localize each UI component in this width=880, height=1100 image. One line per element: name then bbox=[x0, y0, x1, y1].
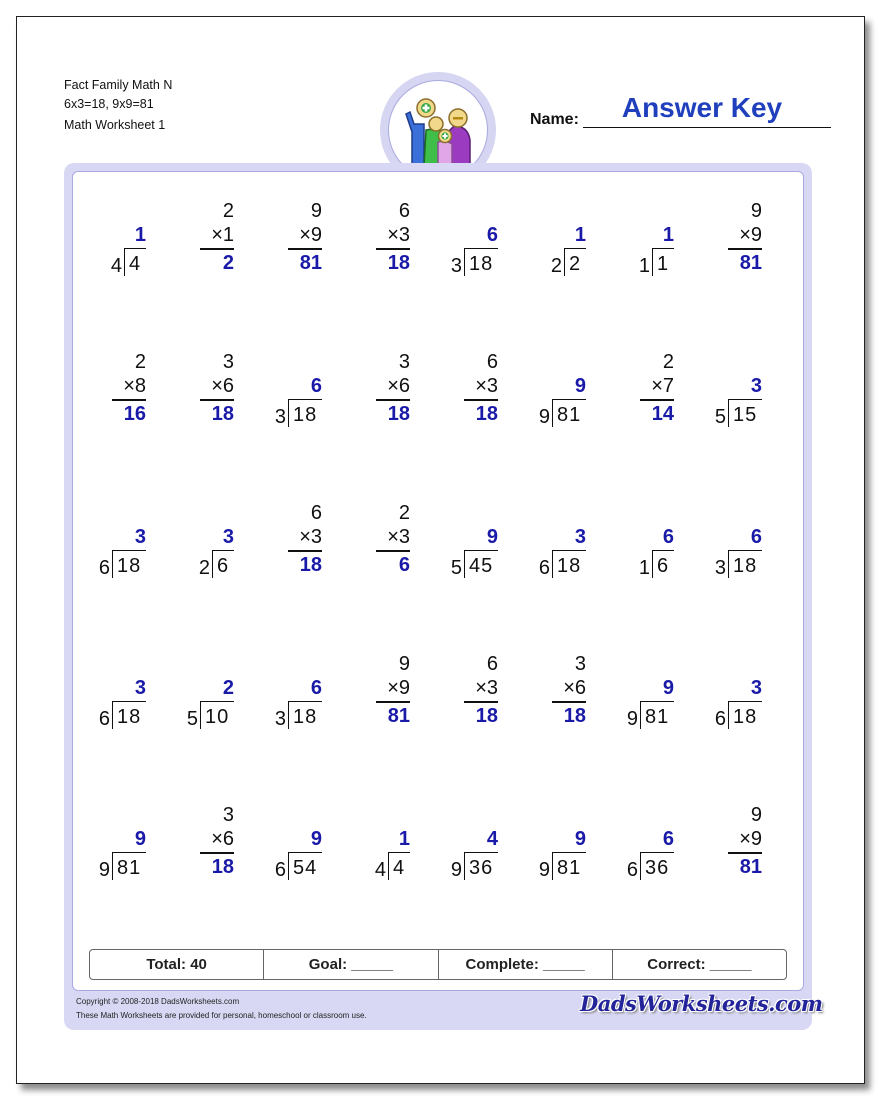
dadsworksheets-logo: DadsWorksheets.com bbox=[580, 991, 823, 1016]
quotient-answer: 1 bbox=[662, 224, 674, 246]
divisor: 3 bbox=[274, 406, 286, 428]
answer-rule bbox=[464, 701, 498, 703]
division-problem bbox=[88, 201, 170, 281]
factor-bottom: ×7 bbox=[651, 375, 674, 397]
score-goal: Goal: _____ bbox=[264, 950, 438, 979]
dividend: 36 bbox=[469, 857, 494, 879]
division-bracket bbox=[640, 701, 674, 729]
factor-bottom: ×3 bbox=[299, 526, 322, 548]
dividend: 45 bbox=[469, 555, 494, 577]
product-answer: 18 bbox=[475, 403, 498, 425]
division-bracket bbox=[564, 248, 586, 276]
answer-rule bbox=[200, 399, 234, 401]
score-correct: Correct: _____ bbox=[647, 956, 752, 973]
multiplication-problem bbox=[704, 201, 786, 281]
dividend: 81 bbox=[645, 706, 670, 728]
division-bracket bbox=[728, 550, 762, 578]
factor-top: 2 bbox=[398, 502, 410, 524]
dividend: 18 bbox=[469, 253, 494, 275]
division-bracket bbox=[124, 248, 146, 276]
factor-bottom: ×9 bbox=[739, 828, 762, 850]
multiplication-problem bbox=[528, 654, 610, 734]
quotient-answer: 3 bbox=[134, 526, 146, 548]
factor-bottom: ×3 bbox=[387, 224, 410, 246]
division-problem bbox=[88, 805, 170, 885]
factor-top: 6 bbox=[310, 502, 322, 524]
dividend: 81 bbox=[117, 857, 142, 879]
quotient-answer: 4 bbox=[486, 828, 498, 850]
multiplication-problem bbox=[264, 201, 346, 281]
multiplication-problem bbox=[176, 352, 258, 432]
product-answer: 18 bbox=[563, 705, 586, 727]
dividend: 18 bbox=[733, 706, 758, 728]
dividend: 4 bbox=[129, 253, 142, 275]
product-answer: 14 bbox=[651, 403, 674, 425]
dividend: 10 bbox=[205, 706, 230, 728]
divisor: 6 bbox=[98, 557, 110, 579]
divisor: 2 bbox=[550, 255, 562, 277]
answer-rule bbox=[464, 399, 498, 401]
worksheet-title: Fact Family Math N bbox=[64, 78, 173, 92]
division-problem bbox=[440, 201, 522, 281]
division-problem bbox=[704, 503, 786, 583]
division-bracket bbox=[288, 852, 322, 880]
division-problem bbox=[352, 805, 434, 885]
division-bracket bbox=[552, 399, 586, 427]
answer-rule bbox=[640, 399, 674, 401]
dividend: 6 bbox=[217, 555, 230, 577]
dividend: 18 bbox=[117, 555, 142, 577]
division-problem bbox=[528, 503, 610, 583]
worksheet-subtitle: Math Worksheet 1 bbox=[64, 118, 166, 132]
product-answer: 18 bbox=[475, 705, 498, 727]
factor-bottom: ×1 bbox=[211, 224, 234, 246]
division-problem bbox=[176, 503, 258, 583]
quotient-answer: 3 bbox=[134, 677, 146, 699]
answer-rule bbox=[376, 701, 410, 703]
product-answer: 18 bbox=[387, 403, 410, 425]
quotient-answer: 3 bbox=[750, 677, 762, 699]
division-bracket bbox=[112, 852, 146, 880]
quotient-answer: 6 bbox=[662, 828, 674, 850]
factor-bottom: ×3 bbox=[475, 375, 498, 397]
product-answer: 81 bbox=[739, 856, 762, 878]
answer-rule bbox=[200, 248, 234, 250]
division-bracket bbox=[552, 550, 586, 578]
divisor: 9 bbox=[98, 859, 110, 881]
product-answer: 81 bbox=[387, 705, 410, 727]
quotient-answer: 3 bbox=[574, 526, 586, 548]
quotient-answer: 6 bbox=[310, 375, 322, 397]
answer-rule bbox=[112, 399, 146, 401]
product-answer: 81 bbox=[739, 252, 762, 274]
division-bracket bbox=[288, 399, 322, 427]
score-complete: Complete: _____ bbox=[439, 950, 613, 979]
multiplication-problem bbox=[352, 654, 434, 734]
divisor: 2 bbox=[198, 557, 210, 579]
divisor: 5 bbox=[450, 557, 462, 579]
name-label: Name: bbox=[530, 111, 579, 128]
score-total: Total: 40 bbox=[90, 950, 264, 979]
division-bracket bbox=[652, 550, 674, 578]
answer-rule bbox=[728, 248, 762, 250]
dividend: 4 bbox=[393, 857, 406, 879]
multiplication-problem bbox=[352, 503, 434, 583]
factor-bottom: ×6 bbox=[211, 375, 234, 397]
factor-top: 2 bbox=[662, 351, 674, 373]
division-problem bbox=[528, 805, 610, 885]
division-problem bbox=[528, 352, 610, 432]
divisor: 1 bbox=[638, 255, 650, 277]
multiplication-problem bbox=[704, 805, 786, 885]
division-problem bbox=[176, 654, 258, 734]
quotient-answer: 1 bbox=[134, 224, 146, 246]
division-bracket bbox=[464, 550, 498, 578]
division-bracket bbox=[212, 550, 234, 578]
copyright-text: Copyright © 2008-2018 DadsWorksheets.com bbox=[76, 997, 240, 1006]
division-problem bbox=[616, 201, 698, 281]
factor-top: 6 bbox=[486, 351, 498, 373]
product-answer: 16 bbox=[123, 403, 146, 425]
quotient-answer: 2 bbox=[222, 677, 234, 699]
division-problem bbox=[264, 805, 346, 885]
divisor: 3 bbox=[450, 255, 462, 277]
product-answer: 18 bbox=[299, 554, 322, 576]
division-bracket bbox=[388, 852, 410, 880]
multiplication-problem bbox=[88, 352, 170, 432]
division-problem bbox=[264, 352, 346, 432]
division-bracket bbox=[640, 852, 674, 880]
factor-top: 3 bbox=[222, 351, 234, 373]
answer-rule bbox=[288, 550, 322, 552]
product-answer: 18 bbox=[387, 252, 410, 274]
factor-top: 3 bbox=[574, 653, 586, 675]
divisor: 9 bbox=[538, 406, 550, 428]
division-bracket bbox=[728, 701, 762, 729]
division-problem bbox=[440, 503, 522, 583]
quotient-answer: 3 bbox=[222, 526, 234, 548]
answer-rule bbox=[376, 248, 410, 250]
division-bracket bbox=[464, 248, 498, 276]
dividend: 18 bbox=[733, 555, 758, 577]
division-problem bbox=[704, 654, 786, 734]
multiplication-problem bbox=[176, 201, 258, 281]
quotient-answer: 3 bbox=[750, 375, 762, 397]
quotient-answer: 1 bbox=[398, 828, 410, 850]
answer-key-title: Answer Key bbox=[621, 92, 783, 123]
factor-top: 3 bbox=[222, 804, 234, 826]
divisor: 5 bbox=[186, 708, 198, 730]
dividend: 81 bbox=[557, 404, 582, 426]
dividend: 2 bbox=[569, 253, 582, 275]
quotient-answer: 9 bbox=[310, 828, 322, 850]
factor-top: 9 bbox=[750, 200, 762, 222]
divisor: 6 bbox=[274, 859, 286, 881]
divisor: 3 bbox=[274, 708, 286, 730]
factor-top: 3 bbox=[398, 351, 410, 373]
divisor: 9 bbox=[626, 708, 638, 730]
division-problem bbox=[616, 805, 698, 885]
quotient-answer: 9 bbox=[574, 828, 586, 850]
multiplication-problem bbox=[176, 805, 258, 885]
answer-rule bbox=[728, 852, 762, 854]
quotient-answer: 6 bbox=[750, 526, 762, 548]
divisor: 9 bbox=[450, 859, 462, 881]
factor-bottom: ×6 bbox=[387, 375, 410, 397]
factor-bottom: ×6 bbox=[563, 677, 586, 699]
divisor: 1 bbox=[638, 557, 650, 579]
factor-bottom: ×3 bbox=[475, 677, 498, 699]
divisor: 3 bbox=[714, 557, 726, 579]
divisor: 6 bbox=[98, 708, 110, 730]
dividend: 18 bbox=[557, 555, 582, 577]
quotient-answer: 9 bbox=[134, 828, 146, 850]
answer-rule bbox=[288, 248, 322, 250]
multiplication-problem bbox=[352, 201, 434, 281]
factor-bottom: ×3 bbox=[387, 526, 410, 548]
division-bracket bbox=[728, 399, 762, 427]
quotient-answer: 6 bbox=[486, 224, 498, 246]
division-bracket bbox=[200, 701, 234, 729]
product-answer: 18 bbox=[211, 856, 234, 878]
division-bracket bbox=[112, 701, 146, 729]
answer-rule bbox=[376, 399, 410, 401]
multiplication-problem bbox=[440, 352, 522, 432]
dividend: 15 bbox=[733, 404, 758, 426]
dividend: 54 bbox=[293, 857, 318, 879]
worksheet-facts: 6x3=18, 9x9=81 bbox=[64, 97, 154, 111]
factor-top: 2 bbox=[222, 200, 234, 222]
divisor: 4 bbox=[110, 255, 122, 277]
quotient-answer: 9 bbox=[574, 375, 586, 397]
division-bracket bbox=[552, 852, 586, 880]
dividend: 18 bbox=[117, 706, 142, 728]
multiplication-problem bbox=[264, 503, 346, 583]
product-answer: 81 bbox=[299, 252, 322, 274]
product-answer: 2 bbox=[222, 252, 234, 274]
division-problem bbox=[704, 352, 786, 432]
factor-bottom: ×9 bbox=[299, 224, 322, 246]
division-bracket bbox=[464, 852, 498, 880]
division-bracket bbox=[652, 248, 674, 276]
division-bracket bbox=[112, 550, 146, 578]
factor-top: 2 bbox=[134, 351, 146, 373]
answer-rule bbox=[200, 852, 234, 854]
quotient-answer: 9 bbox=[662, 677, 674, 699]
dividend: 1 bbox=[657, 253, 670, 275]
dividend: 6 bbox=[657, 555, 670, 577]
multiplication-problem bbox=[616, 352, 698, 432]
product-answer: 18 bbox=[211, 403, 234, 425]
dividend: 18 bbox=[293, 706, 318, 728]
divisor: 5 bbox=[714, 406, 726, 428]
dividend: 36 bbox=[645, 857, 670, 879]
division-bracket bbox=[288, 701, 322, 729]
dividend: 18 bbox=[293, 404, 318, 426]
factor-top: 9 bbox=[310, 200, 322, 222]
factor-top: 9 bbox=[398, 653, 410, 675]
quotient-answer: 6 bbox=[662, 526, 674, 548]
quotient-answer: 1 bbox=[574, 224, 586, 246]
answer-rule bbox=[552, 701, 586, 703]
quotient-answer: 9 bbox=[486, 526, 498, 548]
name-line bbox=[583, 127, 831, 128]
divisor: 6 bbox=[538, 557, 550, 579]
factor-bottom: ×9 bbox=[387, 677, 410, 699]
divisor: 9 bbox=[538, 859, 550, 881]
factor-top: 6 bbox=[398, 200, 410, 222]
division-problem bbox=[528, 201, 610, 281]
factor-bottom: ×8 bbox=[123, 375, 146, 397]
division-problem bbox=[264, 654, 346, 734]
score-bar bbox=[89, 949, 787, 980]
division-problem bbox=[440, 805, 522, 885]
multiplication-problem bbox=[440, 654, 522, 734]
division-problem bbox=[88, 503, 170, 583]
factor-top: 6 bbox=[486, 653, 498, 675]
division-problem bbox=[88, 654, 170, 734]
quotient-answer: 6 bbox=[310, 677, 322, 699]
divisor: 6 bbox=[626, 859, 638, 881]
division-problem bbox=[616, 503, 698, 583]
usage-notice: These Math Worksheets are provided for personal, homeschool or classroom use. bbox=[76, 1011, 367, 1020]
answer-rule bbox=[376, 550, 410, 552]
divisor: 4 bbox=[374, 859, 386, 881]
factor-top: 9 bbox=[750, 804, 762, 826]
divisor: 6 bbox=[714, 708, 726, 730]
factor-bottom: ×6 bbox=[211, 828, 234, 850]
multiplication-problem bbox=[352, 352, 434, 432]
division-problem bbox=[616, 654, 698, 734]
dividend: 81 bbox=[557, 857, 582, 879]
factor-bottom: ×9 bbox=[739, 224, 762, 246]
product-answer: 6 bbox=[398, 554, 410, 576]
problem-frame bbox=[64, 163, 823, 1030]
